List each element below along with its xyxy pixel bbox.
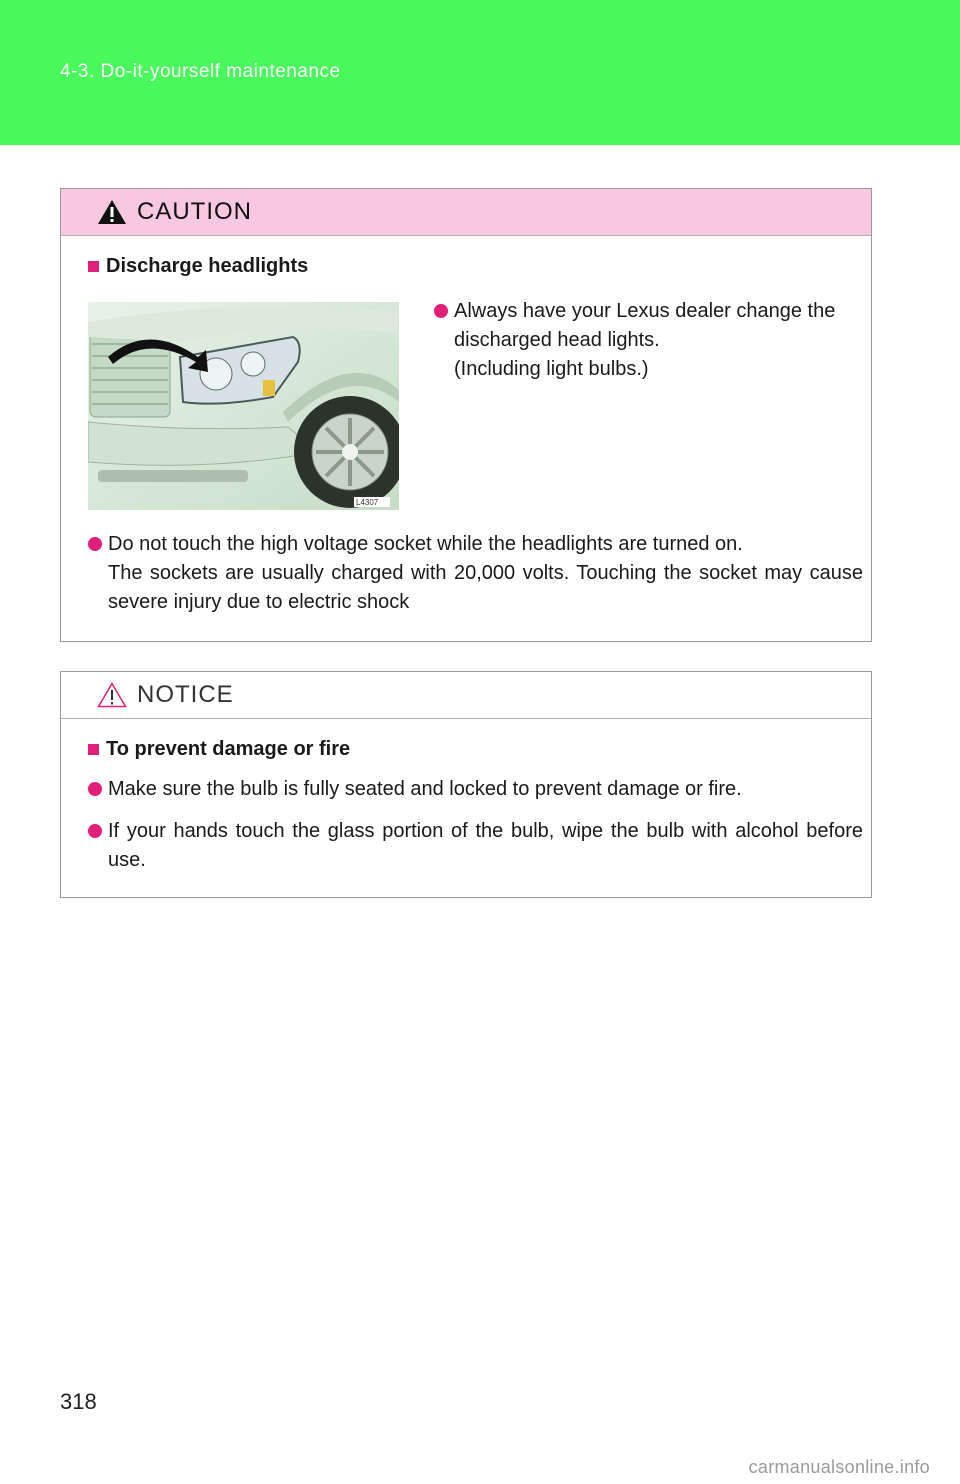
caution-title: CAUTION xyxy=(137,198,252,225)
circle-bullet-icon xyxy=(88,782,102,796)
notice-title: NOTICE xyxy=(137,681,234,708)
section-label: 4-3. Do-it-yourself maintenance xyxy=(60,61,341,82)
caution-bullet-2: Do not touch the high voltage socket while the headlights are turned on. The sockets are usually charged with 20,000 volts. Touching the socket may cause severe injury due to electric shock xyxy=(88,530,863,617)
headlight-illustration xyxy=(88,302,399,510)
page-header-band xyxy=(0,0,960,145)
warning-triangle-icon xyxy=(97,199,127,225)
caution-bullet-1: Always have your Lexus dealer change the discharged head lights. (Including light bulbs.) xyxy=(434,297,864,384)
caution-header xyxy=(61,189,871,236)
square-bullet-icon xyxy=(88,744,99,755)
watermark: carmanualsonline.info xyxy=(748,1457,930,1477)
caution-subheading: Discharge headlights xyxy=(88,255,308,278)
page-number: 318 xyxy=(60,1389,97,1414)
circle-bullet-icon xyxy=(88,824,102,838)
image-code: L4307 xyxy=(356,498,379,507)
notice-subheading: To prevent damage or fire xyxy=(88,738,350,761)
caution-box xyxy=(60,188,872,642)
notice-bullet-2: If your hands touch the glass portion of the bulb, wipe the bulb with alcohol before use. xyxy=(88,817,863,875)
notice-bullet-1: Make sure the bulb is fully seated and locked to prevent damage or fire. xyxy=(88,775,863,804)
car-front-illustration xyxy=(88,302,399,510)
notice-box xyxy=(60,671,872,898)
notice-header xyxy=(61,672,871,719)
warning-triangle-outline-icon xyxy=(97,682,127,708)
square-bullet-icon xyxy=(88,261,99,272)
circle-bullet-icon xyxy=(88,537,102,551)
circle-bullet-icon xyxy=(434,304,448,318)
